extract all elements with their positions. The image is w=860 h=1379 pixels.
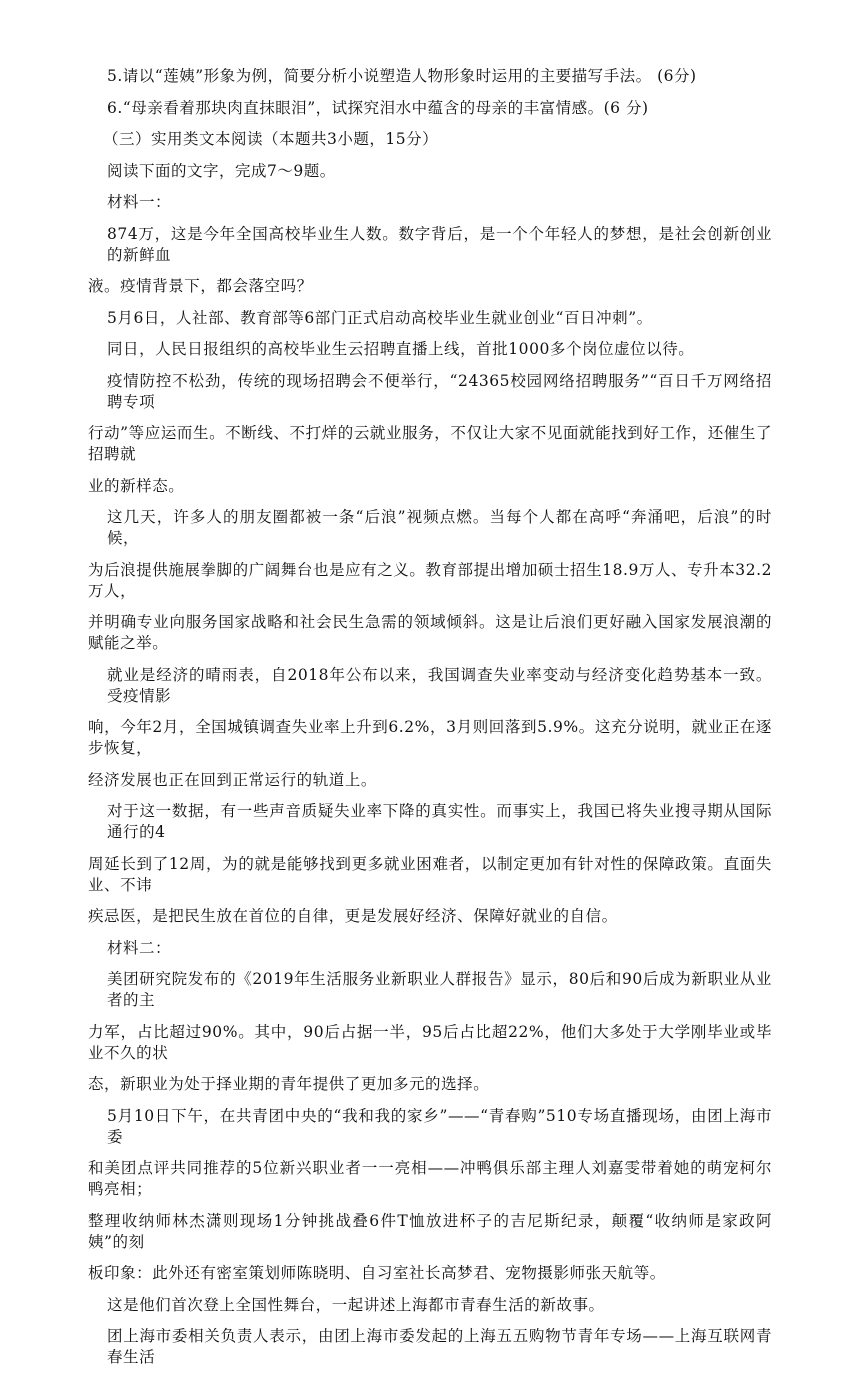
paragraph-line: 同日，人民日报组织的高校毕业生云招聘直播上线，首批1000多个岗位虚位以待。 xyxy=(107,340,695,358)
paragraph-line: 这是他们首次登上全国性舞台，一起讲述上海都市青春生活的新故事。 xyxy=(107,1295,605,1314)
paragraph-line: 态，新职业为处于择业期的青年提供了更加多元的选择。 xyxy=(88,1075,490,1093)
paragraph-line: 周延长到了12周，为的就是能够找到更多就业困难者，以制定更加有针对性的保障政策。直面失业、不讳 xyxy=(88,854,772,894)
paragraph-line: 对于这一数据，有一些声音质疑失业率下降的真实性。而事实上，我国已将失业搜寻期从国际通行的4 xyxy=(107,802,772,841)
paragraph-line: 疫情防控不松劲，传统的现场招聘会不便举行，“24365校园网络招聘服务”“百日千万网络招聘专项 xyxy=(107,371,772,411)
material-1-body xyxy=(88,224,772,928)
section-heading: （三）实用类文本阅读（本题共3小题，15分） xyxy=(103,130,439,148)
paragraph-line: 为后浪提供施展拳脚的广阔舞台也是应有之义。教育部提出增加硕士招生18.9万人、专升本32.2万人， xyxy=(88,560,772,600)
question-6: 6.“母亲看着那块肉直抹眼泪”，试探究泪水中蕴含的母亲的丰富情感。(6 分) xyxy=(107,98,649,117)
paragraph-line: 5月10日下午，在共青团中央的“我和我的家乡”——“青春购”510专场直播现场，由团上海市委 xyxy=(107,1106,772,1146)
material-1-heading: 材料一： xyxy=(107,193,172,211)
paragraph-line: 液。疫情背景下，都会落空吗？ xyxy=(88,277,313,295)
paragraph-line: 和美团点评共同推荐的5位新兴职业者一一亮相——冲鸭俱乐部主理人刘嘉雯带着她的萌宠柯尔鸭亮相； xyxy=(88,1159,772,1198)
material-2-body xyxy=(88,969,772,1368)
paragraph-line: 经济发展也正在回到正常运行的轨道上。 xyxy=(88,770,377,789)
paragraph-line: 行动”等应运而生。不断线、不打烊的云就业服务，不仅让大家不见面就能找到好工作，还催生了招聘就 xyxy=(88,424,772,463)
paragraph-line: 力军，占比超过90%。其中，90后占据一半，95后占比超22%，他们大多处于大学刚毕业或毕业不久的状 xyxy=(88,1022,772,1062)
paragraph-line: 874万，这是今年全国高校毕业生人数。数字背后，是一个个年轻人的梦想，是社会创新创业的新鲜血 xyxy=(107,224,772,264)
material-2-heading: 材料二： xyxy=(107,938,172,957)
paragraph-line: 板印象：此外还有密室策划师陈晓明、自习室社长高梦君、宠物摄影师张天航等。 xyxy=(88,1264,666,1282)
paragraph-line: 疾忌医，是把民生放在首位的自律，更是发展好经济、保障好就业的自信。 xyxy=(88,907,618,925)
paragraph-line: 这几天，许多人的朋友圈都被一条“后浪”视频点燃。当每个人都在高呼“奔涌吧，后浪”的时候， xyxy=(107,508,772,547)
paragraph-line: 整理收纳师林杰潇则现场1分钟挑战叠6件T恤放进杯子的吉尼斯纪录，颠覆“收纳师是家政阿姨”的刻 xyxy=(88,1211,772,1251)
question-5: 5.请以“莲姨”形象为例，简要分析小说塑造人物形象时运用的主要描写手法。 (6分) xyxy=(107,67,697,85)
document-body xyxy=(88,66,772,1379)
paragraph-line: 团上海市委相关负责人表示，由团上海市委发起的上海五五购物节青年专场——上海互联网青春生活 xyxy=(107,1327,772,1366)
paragraph-line: 美团研究院发布的《2019年生活服务业新职业人群报告》显示，80后和90后成为新职业从业者的主 xyxy=(107,970,772,1009)
paragraph-line: 响，今年2月，全国城镇调查失业率上升到6.2%，3月则回落到5.9%。这充分说明，就业正在逐步恢复， xyxy=(88,718,772,757)
paragraph-line: 就业是经济的晴雨表，自2018年公布以来，我国调查失业率变动与经济变化趋势基本一致。受疫情影 xyxy=(107,665,772,705)
paragraph-line: 业的新样态。 xyxy=(88,476,185,495)
paragraph-line: 并明确专业向服务国家战略和社会民生急需的领域倾斜。这是让后浪们更好融入国家发展浪潮的赋能之举。 xyxy=(88,613,772,652)
paragraph-line: 5月6日，人社部、教育部等6部门正式启动高校毕业生就业创业“百日冲刺”。 xyxy=(107,308,653,327)
reading-instruction: 阅读下面的文字，完成7～9题。 xyxy=(107,161,336,180)
